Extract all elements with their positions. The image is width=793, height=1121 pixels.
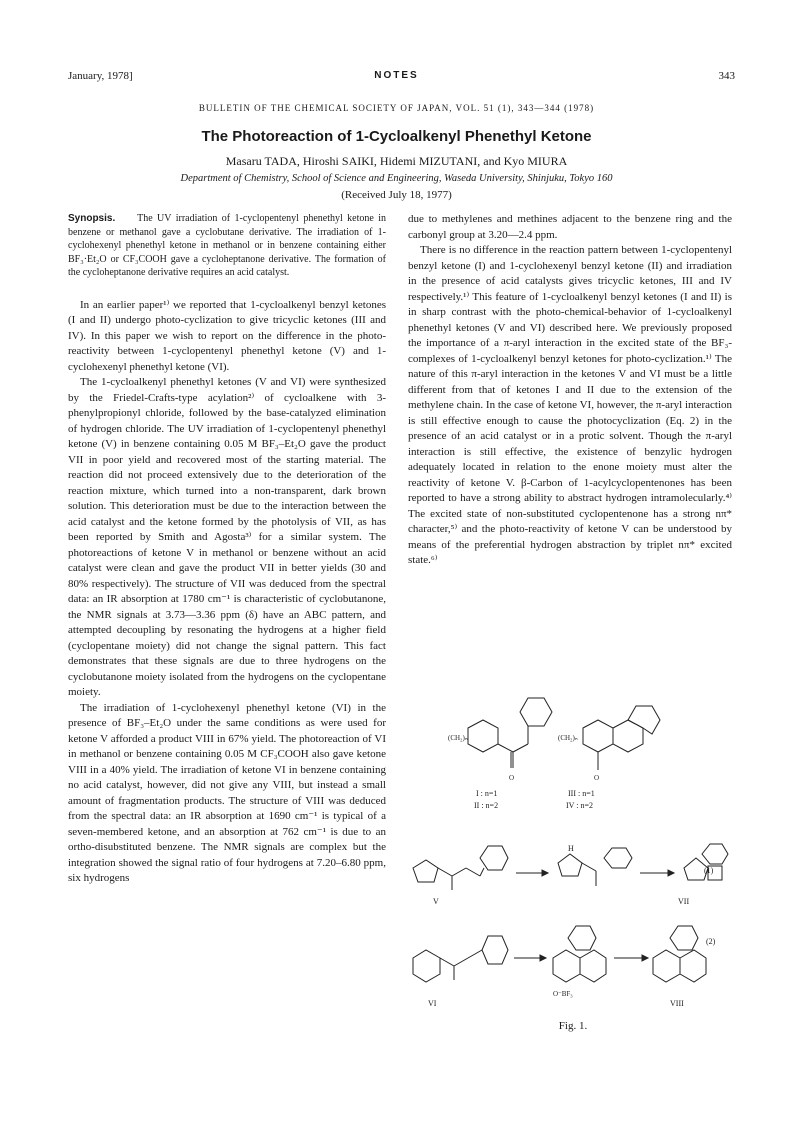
compound-label-iv: IV : n=2	[566, 801, 594, 810]
structure-benzyl-ketone	[468, 698, 552, 768]
compound-label-v: V	[433, 897, 439, 906]
compound-label-vi: VI	[428, 999, 437, 1008]
reaction-scheme	[408, 668, 738, 1018]
oxygen-label: O	[509, 774, 515, 782]
equation-number-2: (2)	[706, 937, 716, 946]
synopsis-text: The UV irradiation of 1-cyclopentenyl phenethyl ketone in benzene or methanol gave a cyclobutane derivative. The irradiation of 1-cyclohexenyl phenethyl ketone in methanol or in benzene containing either BF₃·Et₂O or CF₃COOH gave a cycloheptanone derivative. The formation of the cycloheptanone derivative requires an acid catalyst.	[68, 213, 386, 278]
running-header-section: NOTES	[374, 70, 419, 81]
structure-tricyclic-ketone	[583, 706, 660, 770]
author-list: Masaru TADA, Hiroshi SAIKI, Hidemi MIZUTANI, and Kyo MIURA	[225, 154, 568, 168]
ring-size-label: (CH₂)ₙ	[448, 734, 468, 742]
paragraph: The irradiation of 1-cyclohexenyl phenethyl ketone (VI) in the presence of BF₃–Et₂O under the same conditions as were used for ketone V afforded a product VIII in 67% yield. The photoreaction of VI in methanol or benzene containing 0.05 M CF₃COOH also gave ketone VIII in a 40% yield. The irradiation of ketone VI in benzene containing no acid catalyst, however, did not give any VIII, but instead a small amount of fragmentation products. The structure of VIII was deduced from the spectral data: an IR absorption at 1690 cm⁻¹ is typical of a seven-membered ketone, and an absorption at 762 cm⁻¹ is due to an ortho-disubstituted benzene. The NMR signals are complex but the integration showed the signal ratio of four hydrogens at 7.20–6.80 ppm, six hydrogens	[68, 701, 386, 884]
journal-citation: BULLETIN OF THE CHEMICAL SOCIETY OF JAPAN, VOL. 51 (1), 343—344 (1978)	[198, 103, 595, 113]
running-header-date: January, 1978]	[68, 70, 133, 82]
paragraph: There is no difference in the reaction pattern between 1-cyclopentenyl benzyl ketone (I) and 1-cyclohexenyl benzyl ketone (II) and irradiation in the presence of acid catalysts gives tricyclic ketones, III and IV respectively.¹⁾ This feature of 1-cycloalkenyl benzyl ketones (I and II) is in sharp contrast with the photo-chemical-behavior of 1-cycloalkenyl phenethyl ketones (V and VI) described here. We previously proposed the importance of a π-aryl interaction in the excited state of the BF₃-complexes of 1-cycloalkenyl benzyl ketones for photo-cyclization.¹⁾ The nature of this π-aryl interaction in the ketones V and VI must be a little different from that of ketones I and II due to the extension of the methylene chain. In the case of ketone VI, however, the π-aryl interaction is still effective enough to cause the photocyclization (Eq. 2) in the presence of an acid catalyst or in a protic solvent. Though the π-aryl interaction is still effective, the existence of benzylic hydrogen adequately located in relation to the enone moiety must alter the reactivity of ketone V. β-Carbon of 1-acylcyclopentenones has been reported to have a strong ability to abstract hydrogen intramolecularly.⁴⁾ The excited state of non-substituted cyclopentenone has a strong nπ* character,⁵⁾ and the photo-reactivity of ketone V can be understood by means of the preferential hydrogen abstraction by triplet nπ* excited state.⁶⁾	[408, 244, 732, 566]
synopsis-paragraph	[68, 212, 386, 280]
oxygen-label: O	[594, 774, 600, 782]
figure-caption: Fig. 1.	[558, 1020, 588, 1032]
figure-1	[408, 668, 738, 1038]
compound-label-i: I : n=1	[476, 789, 498, 798]
paragraph: due to methylenes and methines adjacent to the benzene ring and the carbonyl group at 3.20—2.4 ppm.	[408, 213, 732, 241]
affiliation: Department of Chemistry, School of Science and Engineering, Waseda University, Shinjuku, Tokyo 160	[180, 173, 613, 184]
intermediate-label: O⁻BF₃	[553, 990, 573, 998]
hydrogen-label: H	[568, 844, 574, 853]
compound-label-iii: III : n=1	[568, 789, 595, 798]
equation-2	[413, 926, 706, 982]
synopsis-label: Synopsis.	[68, 213, 116, 224]
equation-number-1: (1)	[704, 866, 714, 875]
left-column	[68, 212, 386, 887]
received-date: (Received July 18, 1977)	[341, 189, 452, 201]
compound-label-vii: VII	[678, 897, 690, 906]
compound-label-ii: II : n=2	[474, 801, 499, 810]
paragraph: The 1-cycloalkenyl phenethyl ketones (V and VI) were synthesized by the Friedel-Crafts-type acylation²⁾ of cycloalkene with 3-phenylpropionyl chloride, followed by the base-catalyzed elimination of hydrogen chloride. The UV irradiation of 1-cyclopentenyl phenethyl ketone (V) in benzene containing 0.05 M BF₃–Et₂O gave the product VII in poor yield and recovered most of the starting material. The reaction did not proceed extensively due to the deterioration of the reaction mixture, which turned into a non-transparent, dark brown solution. This deterioration must be due to the interaction between the acid catalyst and the ketone formed by the photolysis of VII, as has been reported by Smith and Agosta³⁾ for a similar system. The photoreactions of ketone V in methanol or benzene without an acid catalyst were clean and gave the product VII in better yields (30 and 80% respectively). The structure of VII was deduced from the spectral data: an IR absorption at 1780 cm⁻¹ is characteristic of cyclobutanone, the NMR signals at 3.73—3.36 ppm (δ) have an ABC pattern, and attempted decoupling by resonating the hydrogens at a higher field (cyclopentane moiety) did not change the signal pattern. This fact demonstrates that these signals are due to three hydrogens on the cyclobutanone moiety isolated from the hydrogens on the cyclopentane moiety.	[68, 376, 386, 698]
article-title: The Photoreaction of 1-Cycloalkenyl Phenethyl Ketone	[201, 128, 592, 145]
paragraph: In an earlier paper¹⁾ we reported that 1-cycloalkenyl benzyl ketones (I and II) undergo photo-cyclization to give tricyclic ketones (III and IV). In this paper we wish to report on the difference in the photo-reactivity between 1-cyclopentenyl phenethyl ketone (V) and 1-cyclohexenyl phenethyl ketone (VI).	[68, 298, 386, 373]
ring-size-label: (CH₂)ₙ	[558, 734, 578, 742]
synopsis	[68, 212, 386, 280]
right-column	[408, 212, 732, 569]
compound-label-viii: VIII	[670, 999, 684, 1008]
page-number: 343	[718, 70, 735, 82]
